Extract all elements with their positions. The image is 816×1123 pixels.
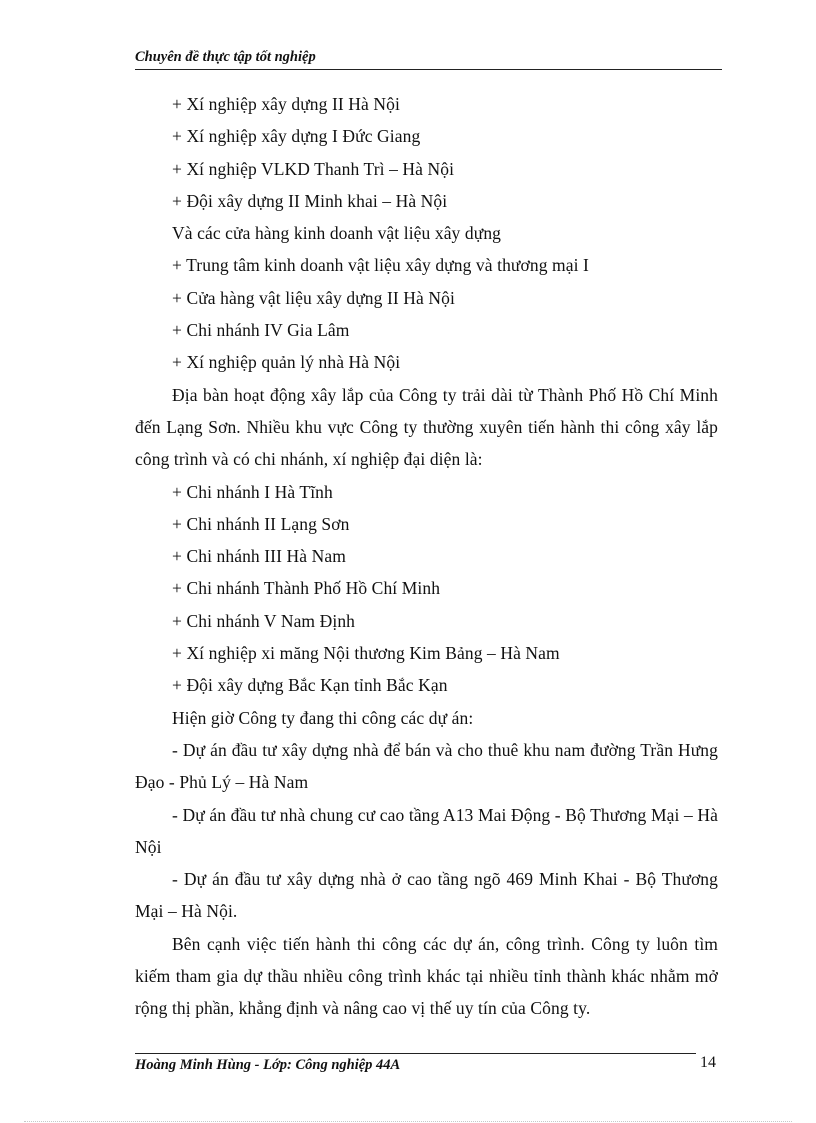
list-item: + Chi nhánh II Lạng Sơn [172, 513, 350, 534]
paragraph-area: Địa bàn hoạt động xây lắp của Công ty trải dài từ Thành Phố Hồ Chí Minh đến Lạng Sơn. Nhiều khu vực Công ty thường xuyên tiến hành thi công xây lắp công trình và có chi nhánh, xí nghiệp đại diện là: [135, 384, 718, 470]
list-item: + Xí nghiệp xây dựng II Hà Nội [172, 94, 400, 114]
list-item: Và các cửa hàng kinh doanh vật liệu xây dựng [172, 223, 502, 244]
list-item: + Trung tâm kinh doanh vật liệu xây dựng và thương mại I [172, 255, 589, 276]
document-body [135, 88, 718, 1025]
paragraph-summary: Bên cạnh việc tiến hành thi công các dự án, công trình. Công ty luôn tìm kiếm tham gia dự thầu nhiều công trình khác tại nhiều tỉnh thành khác nhằm mở rộng thị phần, khẳng định và nâng cao vị thế uy tín của Công ty. [135, 933, 718, 1019]
footer-author: Hoàng Minh Hùng - Lớp: Công nghiệp 44A [135, 1057, 401, 1073]
list-item: + Chi nhánh Thành Phố Hồ Chí Minh [172, 578, 441, 599]
project-item: - Dự án đầu tư xây dựng nhà để bán và cho thuê khu nam đường Trần Hưng Đạo - Phủ Lý – Hà Nam [135, 739, 718, 793]
list-item: + Đội xây dựng II Minh khai – Hà Nội [172, 190, 448, 211]
list-item: + Chi nhánh V Nam Định [172, 610, 356, 631]
list-item: + Chi nhánh I Hà Tĩnh [172, 481, 333, 502]
page-header: Chuyên đề thực tập tốt nghiệp [135, 49, 722, 70]
list-item: Hiện giờ Công ty đang thi công các dự án: [172, 707, 474, 728]
project-item: - Dự án đầu tư nhà chung cư cao tầng A13 Mai Động - Bộ Thương Mại – Hà Nội [135, 804, 718, 857]
footer-divider [135, 1053, 696, 1054]
list-item: + Chi nhánh IV Gia Lâm [172, 320, 350, 341]
page-edge-divider [24, 1121, 792, 1122]
list-item: + Chi nhánh III Hà Nam [172, 546, 346, 567]
list-item: + Xí nghiệp quản lý nhà Hà Nội [172, 352, 401, 373]
list-item: + Xí nghiệp VLKD Thanh Trì – Hà Nội [172, 158, 455, 179]
list-item: + Xí nghiệp xây dựng I Đức Giang [172, 126, 421, 147]
list-item: + Xí nghiệp xi măng Nội thương Kim Bảng – Hà Nam [172, 643, 560, 664]
list-item: + Đội xây dựng Bắc Kạn tỉnh Bắc Kạn [172, 675, 448, 696]
list-item: + Cửa hàng vật liệu xây dựng II Hà Nội [172, 287, 455, 308]
project-item: - Dự án đầu tư xây dựng nhà ở cao tầng ngõ 469 Minh Khai - Bộ Thương Mại – Hà Nội. [135, 869, 718, 922]
page-number: 14 [700, 1054, 716, 1071]
